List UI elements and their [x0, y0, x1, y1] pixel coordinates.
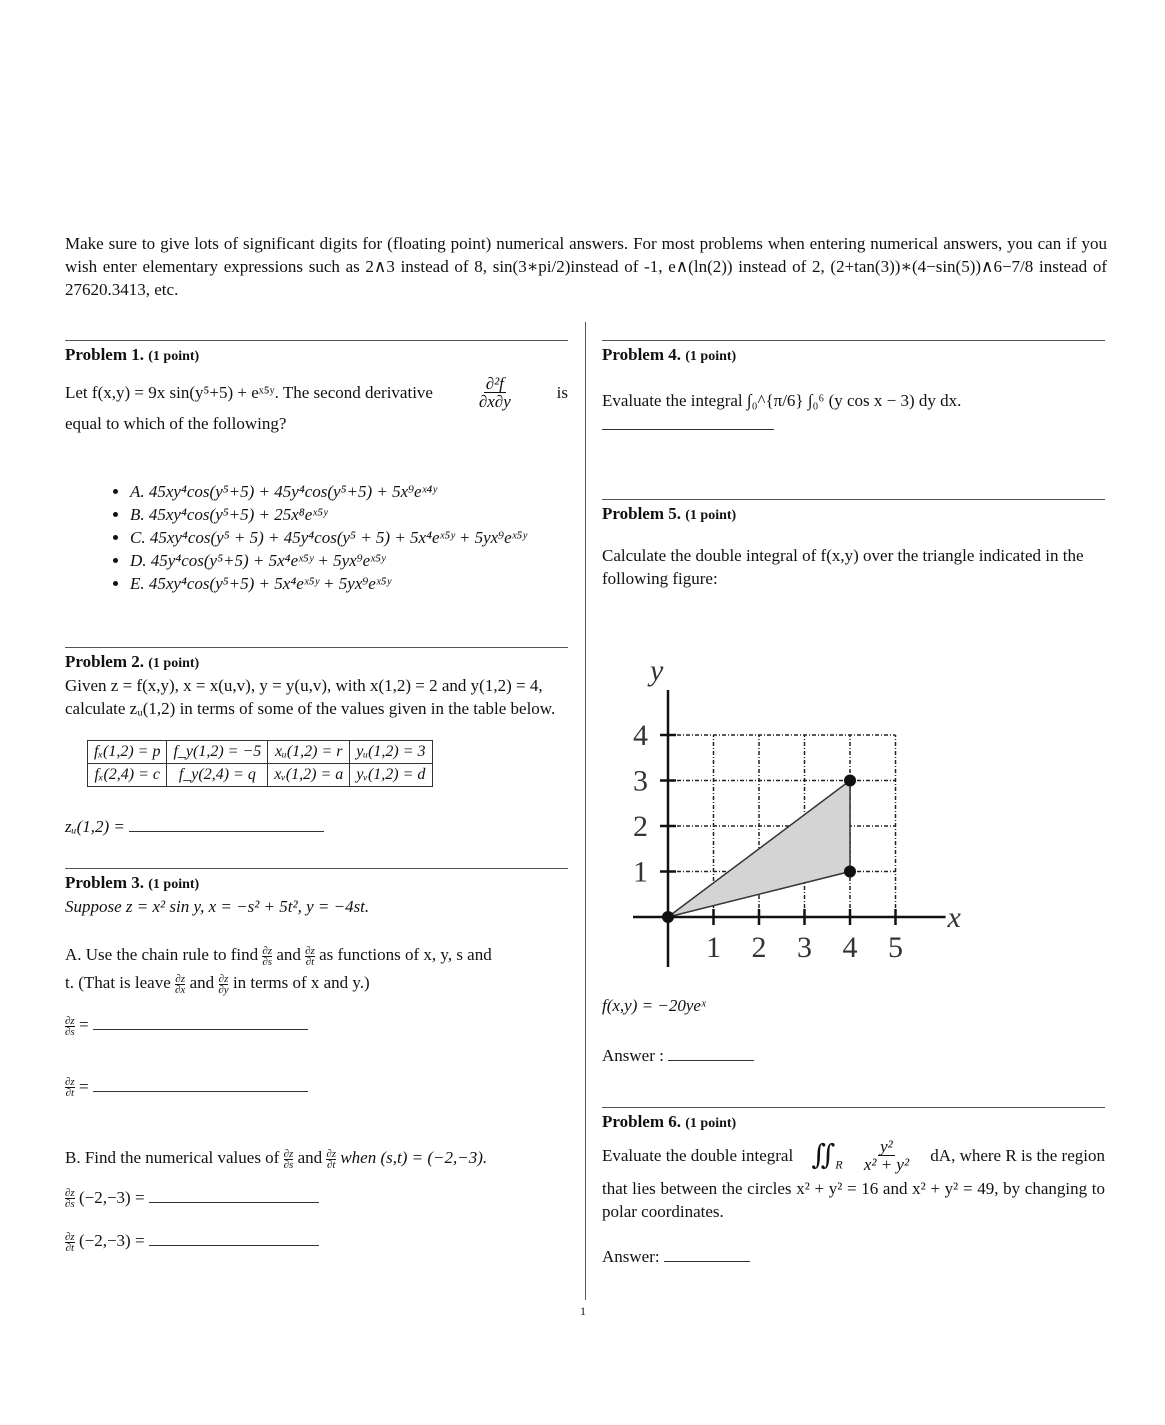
- y-tick-label: 4: [633, 719, 648, 752]
- choice-e[interactable]: • E. 45xy⁴cos(y⁵+5) + 5x⁴eˣ⁵ʸ + 5yx⁹eˣ⁵ʸ: [130, 572, 568, 595]
- problem-1-title: Problem 1. (1 point): [65, 345, 200, 364]
- x-tick-label: 2: [751, 931, 767, 964]
- problem-1-text: Let f(x,y) = 9x sin(y⁵+5) + eˣ⁵ʸ. The second derivative: [65, 382, 433, 402]
- choice-b[interactable]: • B. 45xy⁴cos(y⁵+5) + 25x⁸eˣ⁵ʸ: [130, 503, 568, 526]
- instructions: Make sure to give lots of significant digits for (floating point) numerical answers. For most problems when entering numerical answers, you can if you wish enter elementary expressions such as 2∧3 instead of 8, sin(3∗pi/2)instead of -1, e∧(ln(2)) instead of 2, (2+tan(3))∗(4−sin(5))∧6−7/8 instead of 27620.3413, etc.: [65, 234, 1107, 299]
- y-axis-label: y: [650, 654, 664, 687]
- choice-c[interactable]: • C. 45xy⁴cos(y⁵ + 5) + 45y⁴cos(y⁵ + 5) + 5x⁴eˣ⁵ʸ + 5yx⁹eˣ⁵ʸ: [130, 526, 568, 549]
- page-number: 1: [580, 1304, 586, 1318]
- x-tick-label: 5: [888, 931, 903, 964]
- problem-6: Problem 6. (1 point) Evaluate the double integral $∬_R$ $\frac{\text{y²}}{\text{x² + y²}}$ dA, where R is the region that lies between the circles x² + y² = 16 and x² + y² = 49, by changing to polar coordinates. Answer:: [602, 1107, 1105, 1267]
- x-tick-label: 4: [842, 931, 858, 964]
- problem-5: Problem 5. (1 point) Calculate the double integral of f(x,y) over the triangle indicated in the following figure:: [602, 499, 1105, 590]
- problem-4: Problem 4. (1 point) Evaluate the integral ∫₀^{π/6} ∫₀⁶ (y cos x − 3) dy dx.: [602, 340, 1105, 435]
- zu-answer-input[interactable]: [129, 831, 324, 832]
- x-tick-label: 1: [706, 931, 721, 964]
- problem-3: Problem 3. (1 point) Suppose z = x² sin y, x = −s² + 5t², y = −4st. A. Use the chain rule to find $\frac{\partial z}{\partial s}$ and $\frac{\partial z}{\partial t}$ as functions of x, y, s and t. (That is leave $\frac{\partial z}{\partial x}$ and $\frac{\partial z}{\partial y}$ in terms of x and y.) $\frac{\partial z}{\partial s}$ = $\frac{\partial z}{\partial t}$ = B. Find the numerical values of $\frac{\partial z}{\partial s}$ and $\frac{\partial z}{\partial t}$ when (s,t) = (−2,−3). $\frac{\partial z}{\partial s}$ (−2,−3) = $\frac{\partial z}{\partial t}$ (−2,−3) =: [65, 868, 568, 1253]
- y-tick-label: 1: [633, 855, 648, 889]
- column-divider: [585, 322, 586, 1300]
- polar-answer-input[interactable]: [664, 1261, 750, 1262]
- choice-d[interactable]: • D. 45y⁴cos(y⁵+5) + 5x⁴eˣ⁵ʸ + 5yx⁹eˣ⁵ʸ: [130, 549, 568, 572]
- y-tick-label: 2: [633, 810, 648, 843]
- dz-dt-input[interactable]: [93, 1091, 308, 1092]
- integral-answer-input[interactable]: [602, 429, 774, 430]
- grid: [668, 735, 896, 917]
- vertex-point: [844, 775, 856, 787]
- x-tick-label: 3: [797, 931, 812, 964]
- triangle-figure: [610, 640, 990, 980]
- choice-list: [65, 480, 568, 595]
- problem-1: Problem 1. (1 point) Let f(x,y) = 9x sin(y⁵+5) + eˣ⁵ʸ. The second derivative $\frac{\text{∂²f}}{\partial x\partial y}$ is equal to which of the following? • A. 45xy⁴cos(y⁵+5) + 45y⁴cos(y⁵+5) + 5x⁹eˣ⁴ʸ • B. 45xy⁴cos(y⁵+5) + 25x⁸eˣ⁵ʸ • C. 45xy⁴cos(y⁵ + 5) + 45y⁴cos(y⁵ + 5) + 5x⁴eˣ⁵ʸ + 5yx⁹eˣ⁵ʸ • D. 45y⁴cos(y⁵+5) + 5x⁴eˣ⁵ʸ + 5yx⁹eˣ⁵ʸ • E. 45xy⁴cos(y⁵+5) + 5x⁴eˣ⁵ʸ + 5yx⁹eˣ⁵ʸ: [65, 340, 568, 595]
- values-table: fₓ(1,2) = p f_y(1,2) = −5 xᵤ(1,2) = r yᵤ(1,2) = 3 fₓ(2,4) = c f_y(2,4) = q xᵥ(1,2) = a yᵥ(1,2) = d: [87, 740, 433, 787]
- dz-ds-input[interactable]: [93, 1029, 308, 1030]
- function-definition: f(x,y) = −20yeˣ: [602, 996, 706, 1015]
- x-axis-label: x: [947, 901, 961, 934]
- problem-2: Problem 2. (1 point) Given z = f(x,y), x = x(u,v), y = y(u,v), with x(1,2) = 2 and y(1,2) = 4, calculate zᵤ(1,2) in terms of some of the values given in the table below. fₓ(1,2) = p f_y(1,2) = −5 xᵤ(1,2) = r yᵤ(1,2) = 3 fₓ(2,4) = c f_y(2,4) = q xᵥ(1,2) = a yᵥ(1,2) = d zᵤ(1,2) =: [65, 647, 568, 837]
- double-integral-answer-input[interactable]: [668, 1060, 754, 1061]
- vertex-point: [662, 911, 674, 923]
- y-tick-label: 3: [633, 764, 648, 798]
- dz-ds-value-input[interactable]: [149, 1202, 319, 1203]
- vertex-point: [844, 866, 856, 878]
- dz-dt-value-input[interactable]: [149, 1245, 319, 1246]
- choice-a[interactable]: • A. 45xy⁴cos(y⁵+5) + 45y⁴cos(y⁵+5) + 5x⁹eˣ⁴ʸ: [130, 480, 568, 503]
- second-derivative-fraction: $\frac{\text{∂²f}}{\partial x\partial y}$: [478, 374, 511, 411]
